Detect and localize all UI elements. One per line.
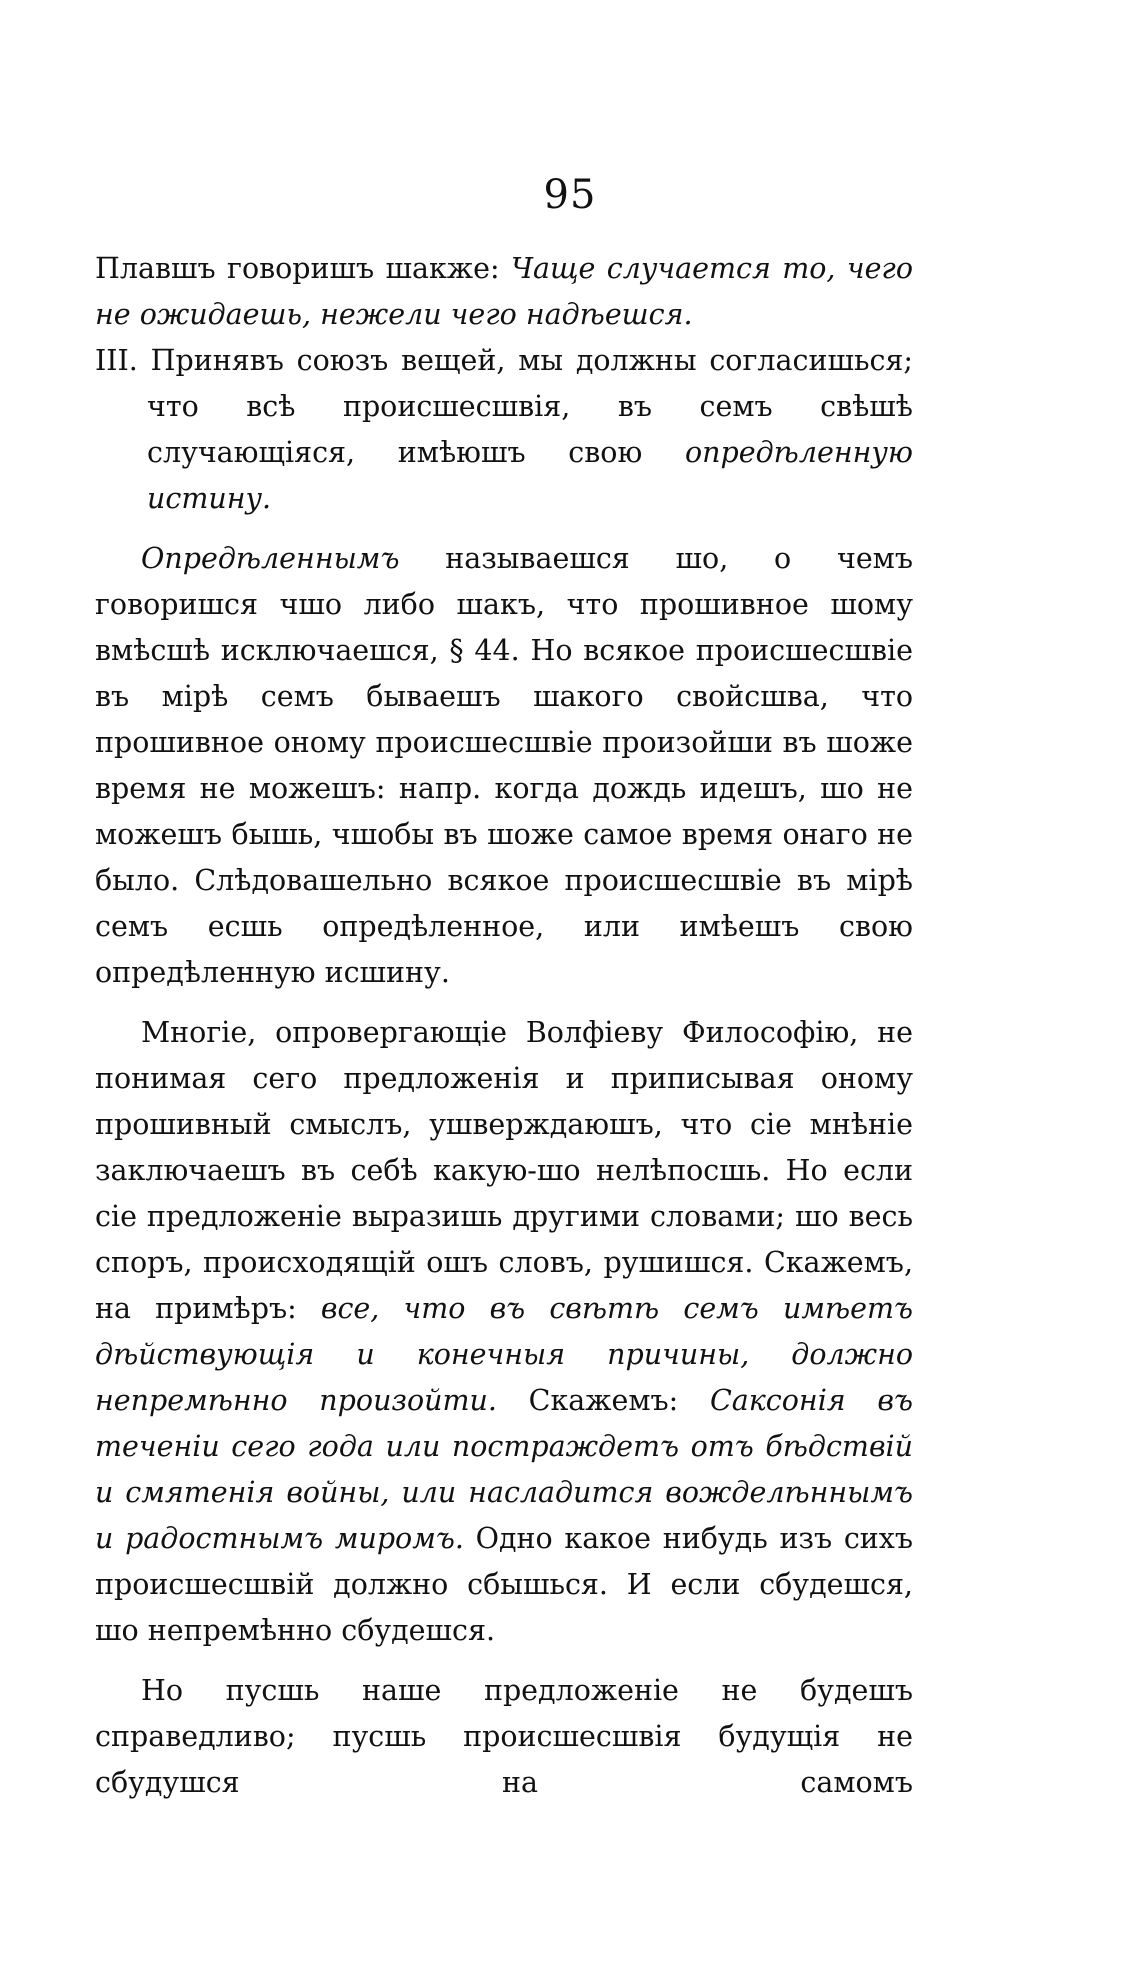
wolff-text-1: Многіе, опровергающіе Волфіеву Философію, не понимая сего предложенія и приписывая оному прошивный смыслъ, ушверждаюшъ, что сіе мнѣніе заключаешъ въ себѣ какую-шо нелѣпосшь. Но если сіе предложеніе выразишь другими словами; шо весь споръ, происходящій ошъ словъ, рушишся. Скажемъ, на примѣръ: xyxy=(95,1016,913,1325)
paragraph-quote xyxy=(95,246,913,338)
body-text-top xyxy=(95,246,913,1806)
quote-italic: Чаще случается то, чего не ожидаешь, нежели чего надѣешся. xyxy=(95,252,913,331)
paragraph-section-iii xyxy=(95,338,913,522)
wolff-text-2: Скажемъ: xyxy=(496,1384,710,1417)
section-iii-italic: опредѣленную истину. xyxy=(147,436,913,515)
wolff-italic-1: все, что въ свѣтѣ семъ имѣетъ дѣйствующія и конечныя причины, должно непремѣнно произойти. xyxy=(95,1292,913,1417)
wolff-text-3: Одно какое нибудь изъ сихъ происшесшвій должно сбышься. И если сбудешся, шо непремѣнно сбудешся. xyxy=(95,1522,913,1647)
definition-term: Опредѣленнымъ xyxy=(141,542,400,575)
paragraph-definition xyxy=(95,536,913,996)
definition-text: называешся шо, о чемъ говоришся чшо либо шакъ, что прошивное шому вмѣсшѣ исключаешся, § 44. Но всякое происшесшвіе въ мірѣ семъ бываешъ шакого свойсшва, что прошивное оному происшесшвіе произойши въ шоже время не можешъ: напр. когда дождь идешъ, шо не можешъ бышь, чшобы въ шоже самое время онаго не было. Слѣдовашельно всякое происшесшвіе въ мірѣ семъ есшь опредѣленное, или имѣешъ свою опредѣленную исшину. xyxy=(95,542,913,989)
paragraph-continuation xyxy=(95,1668,913,1806)
wolff-italic-2: Саксонія въ теченіи сего года или пострaждетъ отъ бѣдствій и смятенія войны, или насладится вожделѣннымъ и радостнымъ миромъ. xyxy=(95,1384,913,1555)
paragraph-wolff xyxy=(95,1010,913,1654)
page-number: 95 xyxy=(543,172,597,218)
section-iii-text: III. Принявъ союзъ вещей, мы должны согласишься; что всѣ происшесшвія, въ семъ свѣшѣ случающіяся, имѣюшъ свою xyxy=(95,344,913,469)
continuation-text: Но пусшь наше предложеніе не будешъ справедливо; пусшь происшесшвія будущія не сбудушся на самомъ xyxy=(95,1674,913,1799)
quote-intro: Плавшъ говоришъ шакже: xyxy=(95,252,511,285)
